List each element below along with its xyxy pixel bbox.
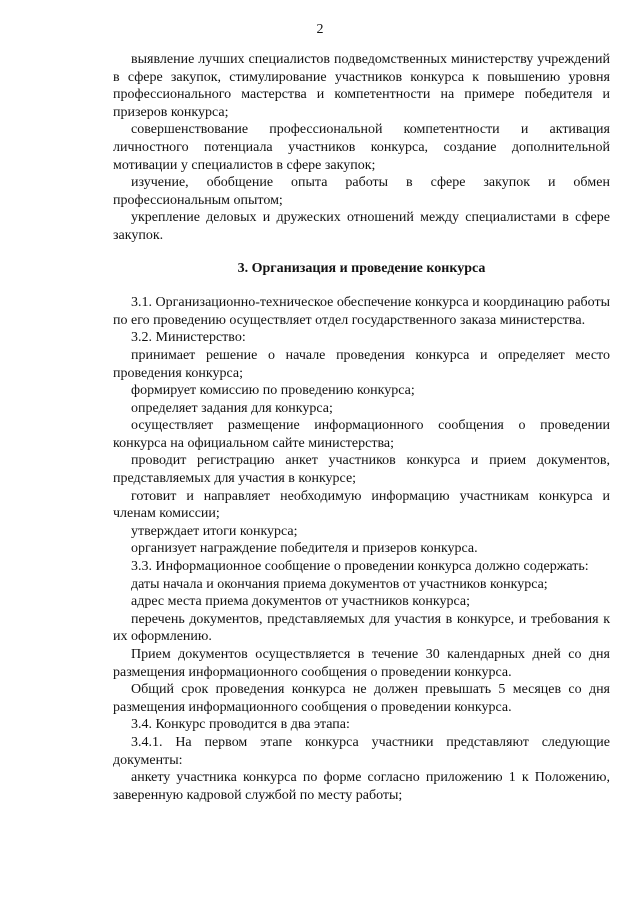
paragraph: 3.3. Информационное сообщение о проведении конкурса должно содержать: [131,559,589,575]
section-heading: 3. Организация и проведение конкурса [237,260,486,276]
paragraph: утверждает итоги конкурса; [131,523,298,539]
paragraph: организует награждение победителя и призеров конкурса. [131,541,478,557]
page-number: 2 [316,22,324,37]
paragraph: готовит и направляет необходимую информацию участникам конкурса и членам комиссии; [113,488,610,522]
paragraph: Общий срок проведения конкурса не должен превышать 5 месяцев со дня размещения информационного сообщения о проведении конкурса. [113,682,610,715]
goals-list [113,51,610,245]
paragraph: Прием документов осуществляется в течение 30 календарных дней со дня размещения информационного сообщения о проведении конкурса. [113,647,610,680]
paragraph: формирует комиссию по проведению конкурса; [131,383,415,399]
document-body [113,51,610,804]
paragraph: изучение, обобщение опыта работы в сфере закупок и обмен профессиональным опытом; [113,175,610,208]
paragraph: 3.4.1. На первом этапе конкурса участники представляют следующие документы: [113,734,610,768]
paragraph: выявление лучших специалистов подведомственных министерству учреждений в сфере закупок, стимулирование участников конкурса к повышению уровня профессионального мастерства и компетентности на примере победителя и призеров конкурса; [113,52,610,120]
paragraph: принимает решение о начале проведения конкурса и определяет место проведения конкурса; [113,347,610,381]
paragraph: совершенствование профессиональной компетентности и активация личностного потенциала участников конкурса, создание дополнительной мотивации у специалистов в сфере закупок; [113,122,610,173]
paragraph: 3.4. Конкурс проводится в два этапа: [131,717,350,733]
paragraph: 3.1. Организационно-техническое обеспечение конкурса и координацию работы по его проведению осуществляет отдел государственного заказа министерства. [113,295,611,328]
paragraph: осуществляет размещение информационного сообщения о проведении конкурса на официальном сайте министерства; [113,418,610,451]
paragraph: 3.2. Министерство: [131,330,246,346]
section-3-body [113,294,610,804]
paragraph: укрепление деловых и дружеских отношений между специалистами в сфере закупок. [113,210,610,243]
paragraph: определяет задания для конкурса; [131,400,333,416]
paragraph: адрес места приема документов от участников конкурса; [131,594,470,610]
paragraph: даты начала и окончания приема документов от участников конкурса; [131,576,548,592]
paragraph: перечень документов, представляемых для участия в конкурсе, и требования к их оформлению. [113,611,610,645]
paragraph: анкету участника конкурса по форме согласно приложению 1 к Положению, заверенную кадровой службой по месту работы; [113,770,610,803]
paragraph: проводит регистрацию анкет участников конкурса и прием документов, представляемых для участия в конкурсе; [113,453,610,487]
